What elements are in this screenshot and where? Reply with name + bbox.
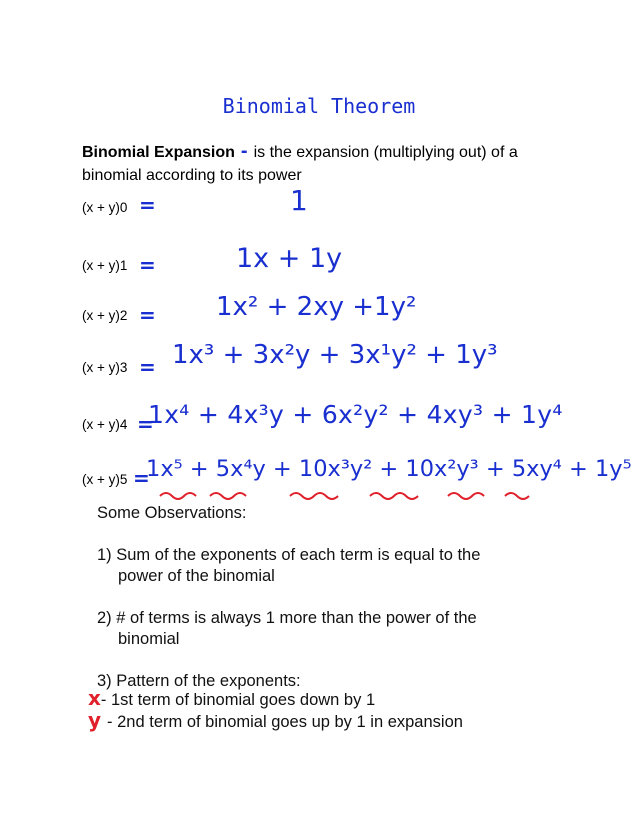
observation-3-x-row xyxy=(88,686,375,710)
intro-term: Binomial Expansion xyxy=(82,144,235,161)
intro-line2: binomial according to its power xyxy=(82,167,302,184)
row-expansion-1: 1x + 1y xyxy=(236,243,343,274)
observations-heading: Some Observations: xyxy=(97,504,247,522)
page-title: Binomial Theorem xyxy=(222,94,416,118)
intro-paragraph xyxy=(82,140,582,187)
observation-2-line1: 2) # of terms is always 1 more than the power of the xyxy=(97,609,477,627)
y-mark-annotation: y xyxy=(88,708,102,732)
x-mark-annotation: x xyxy=(88,686,101,710)
observation-2-line2: binomial xyxy=(118,630,180,648)
observation-1-line1: 1) Sum of the exponents of each term is equal to the xyxy=(97,546,481,564)
row-expansion-5: 1x⁵ + 5x⁴y + 10x³y² + 10x²y³ + 5xy⁴ + 1y⁵ xyxy=(146,456,632,482)
row-label-5: (x + y)5 xyxy=(82,472,128,487)
observations-section xyxy=(97,503,567,692)
row-label-3: (x + y)3 xyxy=(82,360,128,375)
intro-dash: - xyxy=(240,140,248,162)
row-label-4: (x + y)4 xyxy=(82,417,128,432)
row-equals-1: = xyxy=(139,253,156,277)
row-label-0: (x + y)0 xyxy=(82,200,128,215)
row-equals-0: = xyxy=(139,193,156,217)
observation-3-y-row xyxy=(88,708,463,732)
observation-3-y-text: - 2nd term of binomial goes up by 1 in expansion xyxy=(107,713,463,731)
row-expansion-3: 1x³ + 3x²y + 3x¹y² + 1y³ xyxy=(172,340,498,370)
observation-3-x-text: - 1st term of binomial goes down by 1 xyxy=(100,691,376,709)
row-equals-3: = xyxy=(139,355,156,379)
observation-1-line2: power of the binomial xyxy=(118,567,275,585)
observation-3-line1: 3) Pattern of the exponents: xyxy=(97,672,301,690)
row-equals-2: = xyxy=(139,303,156,327)
row-equals-5: = xyxy=(133,466,150,490)
row-equals-4: = xyxy=(137,412,154,436)
intro-line1-rest: is the expansion (multiplying out) of a xyxy=(253,144,518,161)
coefficient-underline-scribbles xyxy=(140,486,560,504)
row-expansion-4: 1x⁴ + 4x³y + 6x²y² + 4xy³ + 1y⁴ xyxy=(148,400,563,429)
row-expansion-0: 1 xyxy=(290,184,308,217)
row-label-2: (x + y)2 xyxy=(82,308,128,323)
row-label-1: (x + y)1 xyxy=(82,258,128,273)
row-expansion-2: 1x² + 2xy +1y² xyxy=(216,292,417,322)
